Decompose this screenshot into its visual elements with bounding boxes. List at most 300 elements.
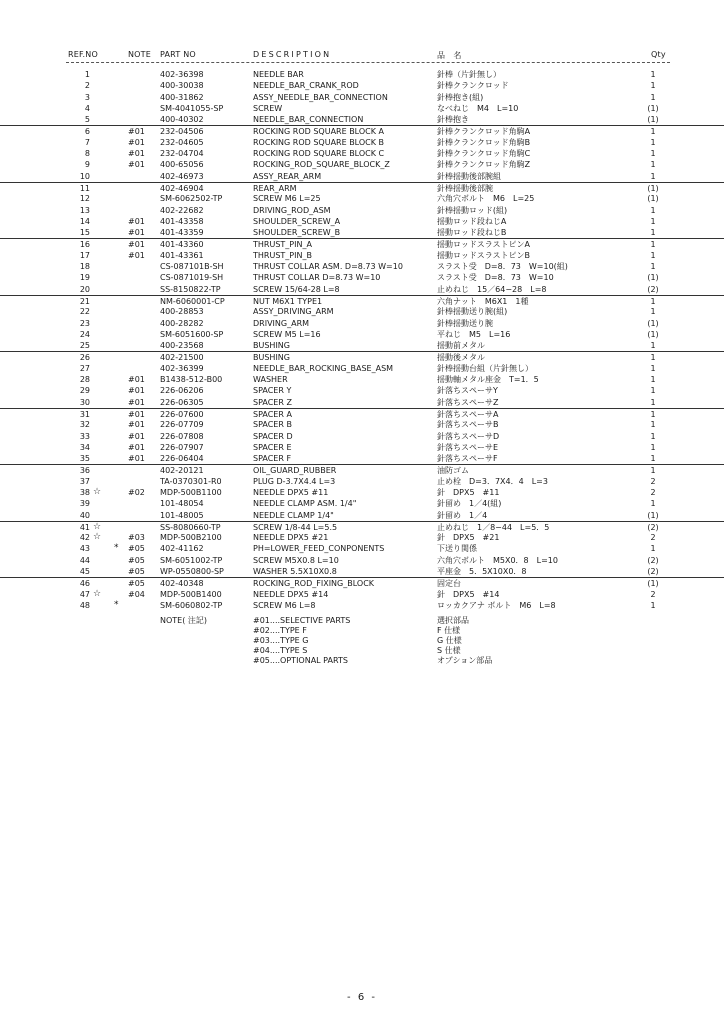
note-code: #01 <box>128 386 145 396</box>
part-number: 400-30038 <box>160 81 204 91</box>
ref-no: 30 <box>79 397 90 407</box>
table-row <box>0 397 724 408</box>
parts-table <box>0 69 724 611</box>
table-row <box>0 306 724 317</box>
note-code: #01 <box>128 442 145 452</box>
description: SCREW 15/64-28 L=8 <box>253 284 340 294</box>
description: DRIVING_ARM <box>253 318 310 328</box>
jp-name: 下送り関係 <box>437 544 477 554</box>
part-number: 232-04605 <box>160 137 204 147</box>
part-number: 401-43361 <box>160 250 204 260</box>
header-note: NOTE <box>128 50 152 59</box>
table-row <box>0 532 724 543</box>
description: PH=LOWER_FEED_CONPONENTS <box>253 544 385 554</box>
description: ROCKING ROD SQUARE BLOCK A <box>253 127 384 137</box>
jp-name: 針 DPX5 #14 <box>437 589 500 599</box>
part-number: 232-04506 <box>160 127 204 137</box>
quantity: 1 <box>650 70 656 79</box>
jp-name: 揺動ロッドスラストピンA <box>437 240 530 250</box>
quantity: (2) <box>647 522 659 532</box>
jp-name: 針落ちスペーサD <box>437 431 500 441</box>
header-part-no: PART NO <box>160 50 196 59</box>
header-description: DESCRIPTION <box>253 50 332 59</box>
table-row <box>0 238 724 249</box>
description: BUSHING <box>253 341 290 351</box>
note-code: #05 <box>128 579 145 589</box>
part-number: MDP-500B2100 <box>160 533 222 543</box>
part-number: SS-8080660-TP <box>160 522 221 532</box>
table-row <box>0 476 724 487</box>
description: ASSY_NEEDLE_BAR_CONNECTION <box>253 92 388 102</box>
table-row <box>0 92 724 103</box>
description: SPACER A <box>253 409 292 419</box>
quantity: 1 <box>650 600 656 610</box>
jp-name: 針 DPX5 #11 <box>437 487 500 497</box>
table-row <box>0 284 724 295</box>
part-number: B1438-512-B00 <box>160 375 223 385</box>
quantity: 1 <box>650 262 656 272</box>
note-row <box>0 636 724 646</box>
part-number: 402-41162 <box>160 544 204 554</box>
ref-no: 8 <box>84 149 90 159</box>
ref-no: 41 <box>79 522 90 532</box>
ref-no: 43 <box>79 544 90 554</box>
jp-name: ロッカクアナ ボルト M6 L=8 <box>437 600 556 610</box>
jp-name: 揺動ロッド段ねじA <box>437 216 507 226</box>
part-number: CS-0871019-SH <box>160 273 224 283</box>
table-row <box>0 159 724 170</box>
part-number: SM-4041055-SP <box>160 103 224 113</box>
part-number: 402-36398 <box>160 70 204 79</box>
table-row <box>0 80 724 91</box>
note-row <box>0 646 724 656</box>
ref-no: 3 <box>84 92 90 102</box>
note-code: #01 <box>128 454 145 464</box>
quantity: (1) <box>647 103 659 113</box>
ref-no: 2 <box>84 81 90 91</box>
jp-name: 止めねじ 1／8−44 L=5．5 <box>437 522 550 532</box>
ref-no: 28 <box>79 375 90 385</box>
note-code: #01 <box>128 216 145 226</box>
jp-name: 止め栓 D=3．7X4．4 L=3 <box>437 476 548 486</box>
part-number: 402-46904 <box>160 183 204 193</box>
description: ROCKING_ROD_SQUARE_BLOCK_Z <box>253 160 390 170</box>
part-number: SS-8150822-TP <box>160 284 221 294</box>
part-number: 400-23568 <box>160 341 204 351</box>
quantity: 2 <box>650 476 656 486</box>
note-row <box>0 656 724 666</box>
quantity: 1 <box>650 386 656 396</box>
note-code: #01 <box>128 250 145 260</box>
quantity: 1 <box>650 296 656 306</box>
quantity: 1 <box>650 466 656 476</box>
table-row <box>0 114 724 125</box>
ref-no: 14 <box>79 216 90 226</box>
table-row <box>0 125 724 136</box>
jp-name: 揺動軸メタル座金 T=1．5 <box>437 375 539 385</box>
note-code: #04 <box>128 589 145 599</box>
ref-no: 9 <box>84 160 90 170</box>
ref-no: 17 <box>79 250 90 260</box>
quantity: 1 <box>650 420 656 430</box>
jp-name: 針棒揺動送り腕 <box>437 318 493 328</box>
table-row <box>0 543 724 554</box>
jp-name: 針棒揺動送り腕(組) <box>437 307 508 317</box>
description: NEEDLE DPX5 #21 <box>253 533 329 543</box>
table-row <box>0 419 724 430</box>
quantity: 2 <box>650 487 656 497</box>
part-number: 400-40302 <box>160 115 204 125</box>
quantity: 1 <box>650 375 656 385</box>
description: NEEDLE_BAR_ROCKING_BASE_ASM <box>253 363 394 373</box>
jp-name: 固定台 <box>437 579 461 589</box>
ref-no: 16 <box>79 240 90 250</box>
description: ASSY_DRIVING_ARM <box>253 307 334 317</box>
part-number: 402-20121 <box>160 466 204 476</box>
description: DRIVING_ROD_ASM <box>253 205 331 215</box>
ref-no: 40 <box>79 510 90 520</box>
jp-name: 針棒揺動台組（片針無し） <box>437 363 533 373</box>
jp-name: 針棒揺動ロッド(組) <box>437 205 508 215</box>
ref-no: 32 <box>79 420 90 430</box>
quantity: (1) <box>647 318 659 328</box>
description: ROCKING ROD SQUARE BLOCK B <box>253 137 385 147</box>
note-code-definition: #03....TYPE G <box>253 636 309 645</box>
description: SHOULDER_SCREW_B <box>253 228 341 238</box>
table-row <box>0 442 724 453</box>
part-number: 226-06305 <box>160 397 204 407</box>
jp-name: 六角ナット M6X1 1種 <box>437 296 529 306</box>
table-row <box>0 498 724 509</box>
description: NEEDLE DPX5 #14 <box>253 589 329 599</box>
asterisk-mark: * <box>114 599 119 610</box>
quantity: 1 <box>650 397 656 407</box>
table-row <box>0 487 724 498</box>
ref-no: 12 <box>79 194 90 204</box>
table-row <box>0 453 724 464</box>
quantity: 1 <box>650 160 656 170</box>
ref-no: 46 <box>79 579 90 589</box>
description: SCREW M6 L=25 <box>253 194 321 204</box>
table-row <box>0 182 724 193</box>
ref-no: 27 <box>79 363 90 373</box>
note-code-definition: #04....TYPE S <box>253 646 308 655</box>
quantity: 2 <box>650 589 656 599</box>
table-row <box>0 171 724 182</box>
table-row <box>0 589 724 600</box>
jp-name: 針留め 1／4(組) <box>437 499 502 509</box>
note-code: #03 <box>128 533 145 543</box>
quantity: (2) <box>647 567 659 577</box>
jp-name: 針棒クランクロッド角駒A <box>437 127 531 137</box>
note-jp-definition: S 仕様 <box>437 646 461 655</box>
note-code: #01 <box>128 127 145 137</box>
ref-no: 37 <box>79 476 90 486</box>
note-row <box>0 616 724 626</box>
ref-no: 48 <box>79 600 90 610</box>
jp-name: 針留め 1／4 <box>437 510 488 520</box>
jp-name: 針棒（片針無し） <box>437 70 501 79</box>
quantity: (2) <box>647 555 659 565</box>
ref-no: 29 <box>79 386 90 396</box>
description: SCREW <box>253 103 283 113</box>
quantity: 1 <box>650 307 656 317</box>
description: NUT M6X1 TYPE1 <box>253 296 323 306</box>
part-number: 400-65056 <box>160 160 204 170</box>
part-number: 400-31862 <box>160 92 204 102</box>
description: NEEDLE BAR <box>253 70 304 79</box>
jp-name: 針落ちスペーサB <box>437 420 499 430</box>
description: WASHER <box>253 375 288 385</box>
header-jp-name: 品 名 <box>437 51 462 60</box>
quantity: 1 <box>650 149 656 159</box>
table-row <box>0 227 724 238</box>
ref-no: 10 <box>79 171 90 181</box>
description: SCREW M5X0.8 L=10 <box>253 555 339 565</box>
note-code: #02 <box>128 487 145 497</box>
description: NEEDLE_BAR_CRANK_ROD <box>253 81 359 91</box>
ref-no: 35 <box>79 454 90 464</box>
description: NEEDLE CLAMP ASM. 1/4" <box>253 499 357 509</box>
quantity: 1 <box>650 341 656 351</box>
header-divider <box>66 62 670 63</box>
description: SCREW 1/8-44 L=5.5 <box>253 522 338 532</box>
note-code-definition: #01....SELECTIVE PARTS <box>253 616 351 625</box>
jp-name: スラスト受 D=8．73 W=10(組) <box>437 262 568 272</box>
star-mark: ☆ <box>93 486 102 497</box>
ref-no: 1 <box>84 70 90 79</box>
table-row <box>0 329 724 340</box>
note-code: #01 <box>128 240 145 250</box>
table-row <box>0 351 724 362</box>
ref-no: 24 <box>79 329 90 339</box>
asterisk-mark: * <box>114 543 119 554</box>
quantity: 1 <box>650 137 656 147</box>
part-number: TA-0370301-R0 <box>160 476 222 486</box>
note-code-definition: #02....TYPE F <box>253 626 307 635</box>
part-number: 226-07808 <box>160 431 204 441</box>
jp-name: 針落ちスペーサE <box>437 442 499 452</box>
table-row <box>0 363 724 374</box>
quantity: (1) <box>647 194 659 204</box>
jp-name: 平ねじ M5 L=16 <box>437 329 511 339</box>
quantity: 1 <box>650 171 656 181</box>
quantity: 1 <box>650 216 656 226</box>
page-number: - 6 - <box>347 992 377 1003</box>
quantity: 1 <box>650 250 656 260</box>
quantity: 1 <box>650 409 656 419</box>
table-row <box>0 295 724 306</box>
jp-name: 針落ちスペーサA <box>437 409 499 419</box>
ref-no: 18 <box>79 262 90 272</box>
quantity: 1 <box>650 442 656 452</box>
ref-no: 39 <box>79 499 90 509</box>
part-number: 101-48054 <box>160 499 204 509</box>
ref-no: 15 <box>79 228 90 238</box>
quantity: 1 <box>650 431 656 441</box>
note-code: #01 <box>128 160 145 170</box>
jp-name: 針棒抱き <box>437 115 469 125</box>
table-row <box>0 566 724 577</box>
description: WASHER 5.5X10X0.8 <box>253 567 337 577</box>
table-row <box>0 340 724 351</box>
table-row <box>0 261 724 272</box>
jp-name: 針落ちスペーサF <box>437 454 498 464</box>
jp-name: 針棒揺動後部腕 <box>437 183 493 193</box>
quantity: (1) <box>647 273 659 283</box>
jp-name: 針棒クランクロッド <box>437 81 509 91</box>
description: ASSY_REAR_ARM <box>253 171 322 181</box>
description: SPACER B <box>253 420 292 430</box>
table-row <box>0 510 724 521</box>
ref-no: 25 <box>79 341 90 351</box>
table-row <box>0 431 724 442</box>
description: OIL_GUARD_RUBBER <box>253 466 337 476</box>
jp-name: 揺動後メタル <box>437 353 485 363</box>
ref-no: 5 <box>84 115 90 125</box>
part-number: 226-06206 <box>160 386 204 396</box>
jp-name: 六角穴ボルト M5X0．8 L=10 <box>437 555 558 565</box>
part-number: 101-48005 <box>160 510 204 520</box>
jp-name: 針棒揺動後部腕組 <box>437 171 501 181</box>
header-ref-no: REF.NO <box>68 50 98 59</box>
description: SPACER Y <box>253 386 292 396</box>
part-number: 400-28282 <box>160 318 204 328</box>
part-number: MDP-500B1400 <box>160 589 222 599</box>
notes-section <box>0 616 724 666</box>
note-code: #01 <box>128 397 145 407</box>
part-number: SM-6051600-SP <box>160 329 224 339</box>
quantity: 1 <box>650 205 656 215</box>
ref-no: 45 <box>79 567 90 577</box>
table-row <box>0 216 724 227</box>
note-code: #01 <box>128 149 145 159</box>
quantity: (1) <box>647 183 659 193</box>
description: ROCKING_ROD_FIXING_BLOCK <box>253 579 375 589</box>
star-mark: ☆ <box>93 521 102 532</box>
quantity: (1) <box>647 510 659 520</box>
description: ROCKING ROD SQUARE BLOCK C <box>253 149 385 159</box>
quantity: 1 <box>650 228 656 238</box>
ref-no: 23 <box>79 318 90 328</box>
note-jp-definition: F 仕様 <box>437 626 461 635</box>
star-mark: ☆ <box>93 532 102 543</box>
header-qty: Qty <box>651 50 666 59</box>
jp-name: 六角穴ボルト M6 L=25 <box>437 194 535 204</box>
table-row <box>0 272 724 283</box>
note-jp-definition: G 仕様 <box>437 636 462 645</box>
jp-name: 止めねじ 15／64−28 L=8 <box>437 284 547 294</box>
table-row <box>0 521 724 532</box>
table-row <box>0 374 724 385</box>
ref-no: 22 <box>79 307 90 317</box>
ref-no: 31 <box>79 409 90 419</box>
quantity: (1) <box>647 329 659 339</box>
part-number: 226-07907 <box>160 442 204 452</box>
part-number: 402-21500 <box>160 353 204 363</box>
description: SPACER F <box>253 454 292 464</box>
ref-no: 44 <box>79 555 90 565</box>
note-code-definition: #05....OPTIONAL PARTS <box>253 656 348 665</box>
part-number: 402-36399 <box>160 363 204 373</box>
description: BUSHING <box>253 353 290 363</box>
quantity: (2) <box>647 284 659 294</box>
quantity: (1) <box>647 579 659 589</box>
quantity: 1 <box>650 127 656 137</box>
quantity: 1 <box>650 454 656 464</box>
ref-no: 11 <box>79 183 90 193</box>
star-mark: ☆ <box>93 588 102 599</box>
ref-no: 36 <box>79 466 90 476</box>
part-number: 401-43360 <box>160 240 204 250</box>
ref-no: 19 <box>79 273 90 283</box>
quantity: 1 <box>650 240 656 250</box>
table-row <box>0 577 724 588</box>
note-code: #01 <box>128 137 145 147</box>
quantity: 1 <box>650 353 656 363</box>
ref-no: 6 <box>84 127 90 137</box>
jp-name: 針 DPX5 #21 <box>437 533 500 543</box>
table-row <box>0 205 724 216</box>
table-row <box>0 600 724 611</box>
description: REAR_ARM <box>253 183 297 193</box>
note-code: #05 <box>128 544 145 554</box>
ref-no: 4 <box>84 103 90 113</box>
quantity: 1 <box>650 363 656 373</box>
notes-label: NOTE( 注記) <box>160 616 208 625</box>
part-number: MDP-500B1100 <box>160 487 222 497</box>
note-code: #01 <box>128 431 145 441</box>
ref-no: 7 <box>84 137 90 147</box>
ref-no: 38 <box>79 487 90 497</box>
part-number: WP-0550800-SP <box>160 567 224 577</box>
note-row <box>0 626 724 636</box>
note-code: #05 <box>128 555 145 565</box>
note-code: #01 <box>128 409 145 419</box>
description: SHOULDER_SCREW_A <box>253 216 341 226</box>
part-number: 226-06404 <box>160 454 204 464</box>
part-number: 401-43359 <box>160 228 204 238</box>
quantity: (1) <box>647 115 659 125</box>
ref-no: 34 <box>79 442 90 452</box>
ref-no: 33 <box>79 431 90 441</box>
table-row <box>0 318 724 329</box>
part-number: 226-07709 <box>160 420 204 430</box>
part-number: 226-07600 <box>160 409 204 419</box>
jp-name: なべねじ M4 L=10 <box>437 103 519 113</box>
note-code: #01 <box>128 375 145 385</box>
description: THRUST_PIN_A <box>253 240 312 250</box>
description: NEEDLE_BAR_CONNECTION <box>253 115 364 125</box>
table-row <box>0 69 724 80</box>
quantity: 1 <box>650 499 656 509</box>
jp-name: 揺動ロッドスラストピンB <box>437 250 531 260</box>
table-row <box>0 193 724 204</box>
jp-name: 針棒クランクロッド角駒Z <box>437 160 531 170</box>
description: THRUST COLLAR D=8.73 W=10 <box>253 273 381 283</box>
table-row <box>0 385 724 396</box>
table-row <box>0 555 724 566</box>
description: SCREW M5 L=16 <box>253 329 321 339</box>
description: PLUG D-3.7X4.4 L=3 <box>253 476 336 486</box>
part-number: SM-6051002-TP <box>160 555 223 565</box>
jp-name: 平座金 5．5X10X0．8 <box>437 567 527 577</box>
part-number: CS-087101B-SH <box>160 262 224 272</box>
description: NEEDLE DPX5 #11 <box>253 487 329 497</box>
description: SPACER D <box>253 431 293 441</box>
part-number: SM-6062502-TP <box>160 194 223 204</box>
table-row <box>0 464 724 475</box>
